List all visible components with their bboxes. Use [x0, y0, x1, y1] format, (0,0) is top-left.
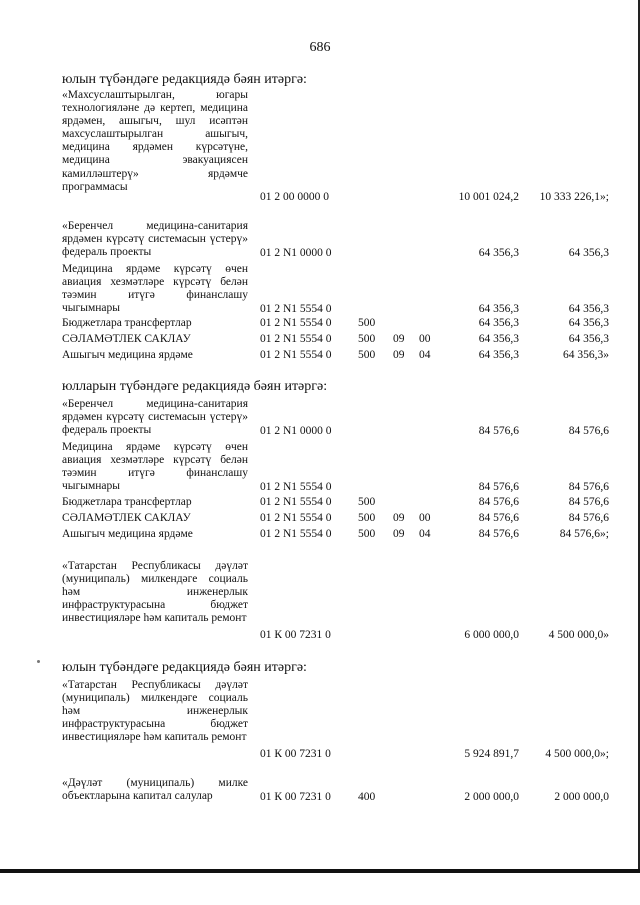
row-value-2021: 4 500 000,0» [548, 629, 609, 641]
row-value-2020: 84 576,6 [478, 528, 519, 540]
row-section: 500 [358, 317, 376, 329]
row-code: 01 К 00 7231 0 [260, 748, 331, 760]
row-value-2020: 64 356,3 [478, 349, 519, 361]
row-code: 01 2 N1 5554 0 [260, 496, 332, 508]
row-name: «Татарстан Республикасы дәүләт (муниципаль) милкендәге социаль һәм инженерлык инфраструктурасына бюджет инвестицияләре һәм капиталь ремонт [62, 679, 248, 744]
row-section: 500 [358, 496, 376, 508]
scan-mark [37, 660, 40, 663]
row-section: 500 [358, 528, 376, 540]
row-code: 01 2 N1 5554 0 [260, 512, 332, 524]
row-section: 500 [358, 333, 376, 345]
row-value-2021: 64 356,3 [568, 247, 609, 259]
row-value-2021: 64 356,3 [568, 303, 609, 315]
row-value-2020: 2 000 000,0 [464, 791, 519, 803]
row-name: «Татарстан Республикасы дәүләт (муниципаль) милкендәге социаль һәм инженерлык инфраструктурасына бюджет инвестицияләре һәм капиталь ремонт [62, 560, 248, 625]
row-code: 01 2 N1 5554 0 [260, 481, 332, 493]
row-value-2020: 6 000 000,0 [464, 629, 519, 641]
row-name: СӘЛАМӘТЛЕК САКЛАУ [62, 333, 191, 345]
row-value-2020: 84 576,6 [478, 512, 519, 524]
row-value-2021: 64 356,3 [568, 317, 609, 329]
row-code: 01 2 N1 0000 0 [260, 247, 332, 259]
row-code: 01 2 N1 5554 0 [260, 317, 332, 329]
page-number: 686 [309, 40, 331, 55]
row-value-2021: 4 500 000,0»; [545, 748, 609, 760]
row-value-2020: 84 576,6 [478, 425, 519, 437]
section-heading: юлын түбәндәге редакциядә бәян итәргә: [62, 660, 307, 675]
row-value-2020: 64 356,3 [478, 247, 519, 259]
row-value-2021: 64 356,3 [568, 333, 609, 345]
row-subchapter: 04 [419, 349, 431, 361]
row-chapter: 09 [393, 349, 405, 361]
row-value-2020: 64 356,3 [478, 333, 519, 345]
row-chapter: 09 [393, 512, 405, 524]
row-name: Медицина ярдәме күрсәтү өчен авиация хезмәтләре күрсәтү белән тәэмин итүгә финанслашу чыгымнары [62, 263, 248, 315]
row-code: 01 2 N1 5554 0 [260, 333, 332, 345]
row-value-2021: 84 576,6 [568, 496, 609, 508]
row-section: 500 [358, 512, 376, 524]
row-value-2021: 64 356,3» [563, 349, 609, 361]
row-subchapter: 00 [419, 333, 431, 345]
row-code: 01 2 N1 5554 0 [260, 349, 332, 361]
row-value-2021: 84 576,6»; [559, 528, 609, 540]
row-code: 01 2 N1 0000 0 [260, 425, 332, 437]
row-name: Ашыгыч медицина ярдәме [62, 349, 193, 361]
row-value-2020: 64 356,3 [478, 303, 519, 315]
section-heading: юлларын түбәндәге редакциядә бәян итәргә: [62, 379, 328, 394]
row-name: «Дәүләт (муниципаль) милке объектларына капитал салулар [62, 777, 248, 803]
row-subchapter: 04 [419, 528, 431, 540]
row-name: Бюджетлара трансфертлар [62, 317, 192, 329]
row-section: 500 [358, 349, 376, 361]
row-code: 01 2 00 0000 0 [260, 191, 329, 203]
row-code: 01 2 N1 5554 0 [260, 303, 332, 315]
row-code: 01 К 00 7231 0 [260, 629, 331, 641]
scan-bottom-border [0, 869, 640, 873]
row-value-2020: 5 924 891,7 [464, 748, 519, 760]
row-value-2020: 84 576,6 [478, 481, 519, 493]
row-name: «Махсуслаштырылган, югары технологияләне дә кертеп, медицина ярдәмен, ашыгыч, шул исәптән махсуслаштырылган ашыгыч, медицина ярдәмен күрсәтүне, медицина эвакуациясен камилләштерү» ярдәмче программасы [62, 89, 248, 193]
row-value-2021: 84 576,6 [568, 425, 609, 437]
row-chapter: 09 [393, 333, 405, 345]
row-value-2021: 2 000 000,0 [554, 791, 609, 803]
row-subchapter: 00 [419, 512, 431, 524]
row-code: 01 К 00 7231 0 [260, 791, 331, 803]
row-value-2020: 84 576,6 [478, 496, 519, 508]
row-value-2021: 84 576,6 [568, 512, 609, 524]
row-chapter: 09 [393, 528, 405, 540]
row-section: 400 [358, 791, 376, 803]
row-name: Медицина ярдәме күрсәтү өчен авиация хезмәтләре күрсәтү белән тәэмин итүгә финанслашу чыгымнары [62, 441, 248, 493]
row-value-2021: 10 333 226,1»; [539, 191, 609, 203]
row-name: «Беренчел медицина-санитария ярдәмен күрсәтү системасын үстерү» федераль проекты [62, 220, 248, 259]
row-code: 01 2 N1 5554 0 [260, 528, 332, 540]
row-name: СӘЛАМӘТЛЕК САКЛАУ [62, 512, 191, 524]
row-name: «Беренчел медицина-санитария ярдәмен күрсәтү системасын үстерү» федераль проекты [62, 398, 248, 437]
section-heading: юлын түбәндәге редакциядә бәян итәргә: [62, 72, 307, 87]
row-value-2020: 64 356,3 [478, 317, 519, 329]
row-name: Бюджетлара трансфертлар [62, 496, 192, 508]
row-value-2020: 10 001 024,2 [458, 191, 519, 203]
row-name: Ашыгыч медицина ярдәме [62, 528, 193, 540]
row-value-2021: 84 576,6 [568, 481, 609, 493]
